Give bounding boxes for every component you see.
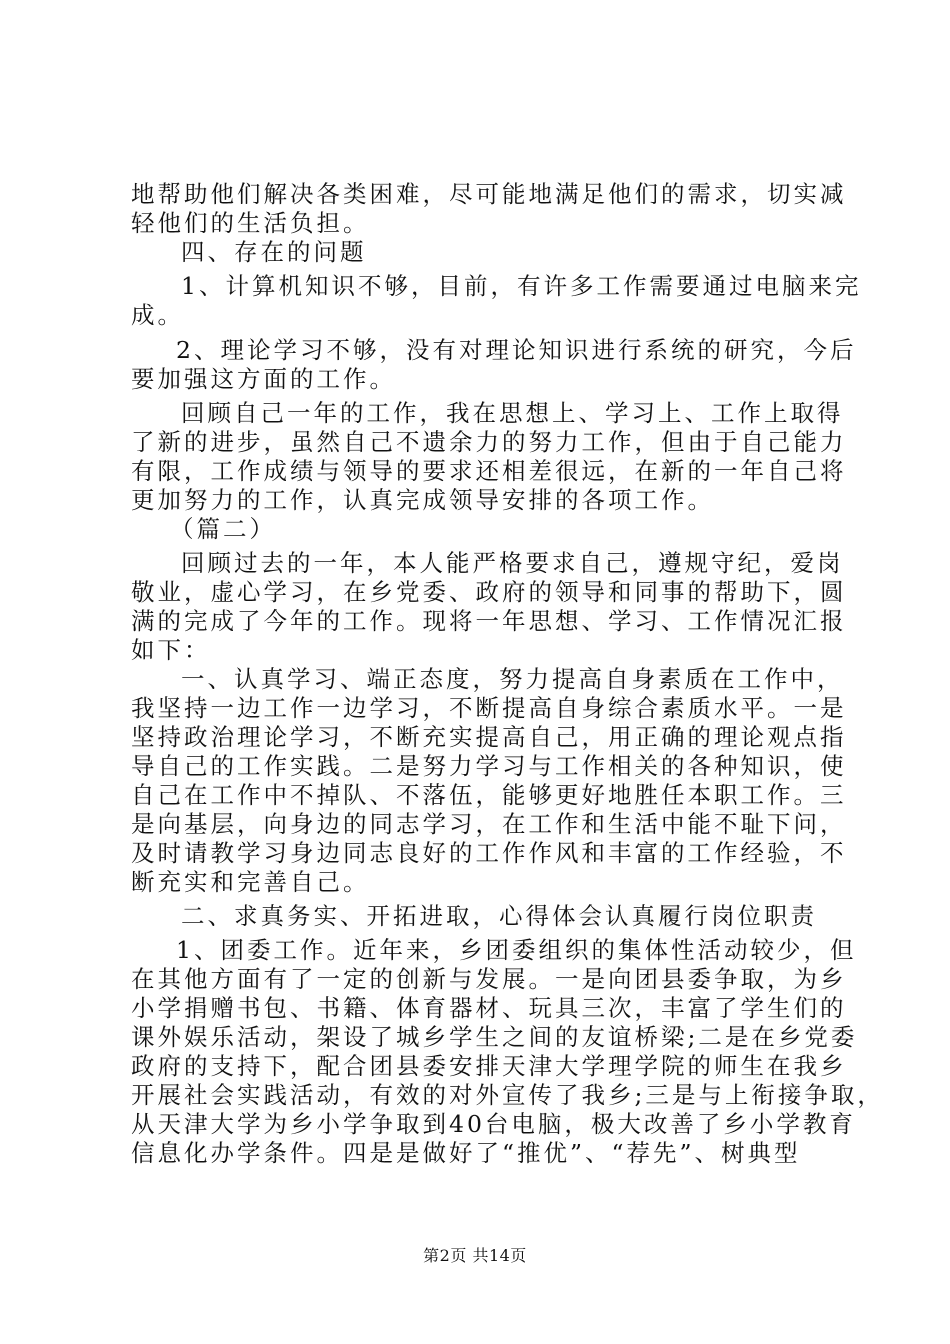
text-line: 我坚持一边工作一边学习，不断提高自身综合素质水平。一是 <box>131 694 847 722</box>
text-line: 回顾过去的一年，本人能严格要求自己，遵规守纪，爱岗 <box>181 549 844 577</box>
section-heading: 二、求真务实、开拓进取，心得体会认真履行岗位职责 <box>181 902 817 930</box>
text-line: 从天津大学为乡小学争取到40台电脑，极大改善了乡小学教育 <box>131 1110 856 1138</box>
text-line: 地帮助他们解决各类困难，尽可能地满足他们的需求，切实减 <box>131 180 847 208</box>
text-line: 满的完成了今年的工作。现将一年思想、学习、工作情况汇报 <box>131 607 847 635</box>
text-line: 2、理论学习不够，没有对理论知识进行系统的研究，今后 <box>176 336 857 364</box>
text-line: 导自己的工作实践。二是努力学习与工作相关的各种知识，使 <box>131 752 847 780</box>
text-line: 政府的支持下，配合团县委安排天津大学理学院的师生在我乡 <box>131 1052 847 1080</box>
text-line: 在其他方面有了一定的创新与发展。一是向团县委争取，为乡 <box>131 965 847 993</box>
text-line: 1、计算机知识不够，目前，有许多工作需要通过电脑来完 <box>181 272 862 300</box>
page-number-footer: 第2页 共14页 <box>423 1246 527 1265</box>
text-line: 有限，工作成绩与领导的要求还相差很远，在新的一年自己将 <box>131 457 847 485</box>
section-heading: 一、认真学习、端正态度，努力提高自身素质在工作中， <box>181 665 844 693</box>
text-line: 自己在工作中不掉队、不落伍，能够更好地胜任本职工作。三 <box>131 781 847 809</box>
text-line: 轻他们的生活负担。 <box>131 209 370 237</box>
text-line: 小学捐赠书包、书籍、体育器材、玩具三次，丰富了学生们的 <box>131 994 847 1022</box>
text-line: 敬业，虚心学习，在乡党委、政府的领导和同事的帮助下，圆 <box>131 578 847 606</box>
section-heading: 四、存在的问题 <box>181 238 367 266</box>
text-line: 信息化办学条件。四是是做好了“推优”、“荐先”、树典型 <box>131 1139 801 1167</box>
text-line: 如下： <box>131 636 211 664</box>
text-line: 课外娱乐活动，架设了城乡学生之间的友谊桥梁;二是在乡党委 <box>131 1023 858 1051</box>
part-heading: （篇二） <box>170 515 276 543</box>
text-line: 断充实和完善自己。 <box>131 868 370 896</box>
text-line: 开展社会实践活动，有效的对外宣传了我乡;三是与上衔接争取， <box>131 1081 884 1109</box>
text-line: 是向基层，向身边的同志学习，在工作和生活中能不耻下问， <box>131 810 847 838</box>
text-line: 及时请教学习身边同志良好的工作作风和丰富的工作经验，不 <box>131 839 847 867</box>
text-line: 1、团委工作。近年来，乡团委组织的集体性活动较少，但 <box>176 936 857 964</box>
text-line: 更加努力的工作，认真完成领导安排的各项工作。 <box>131 486 714 514</box>
text-line: 回顾自己一年的工作，我在思想上、学习上、工作上取得 <box>181 399 844 427</box>
text-line: 要加强这方面的工作。 <box>131 365 396 393</box>
text-line: 了新的进步，虽然自己不遗余力的努力工作，但由于自己能力 <box>131 428 847 456</box>
text-line: 成。 <box>131 301 184 329</box>
text-line: 坚持政治理论学习，不断充实提高自己，用正确的理论观点指 <box>131 723 847 751</box>
